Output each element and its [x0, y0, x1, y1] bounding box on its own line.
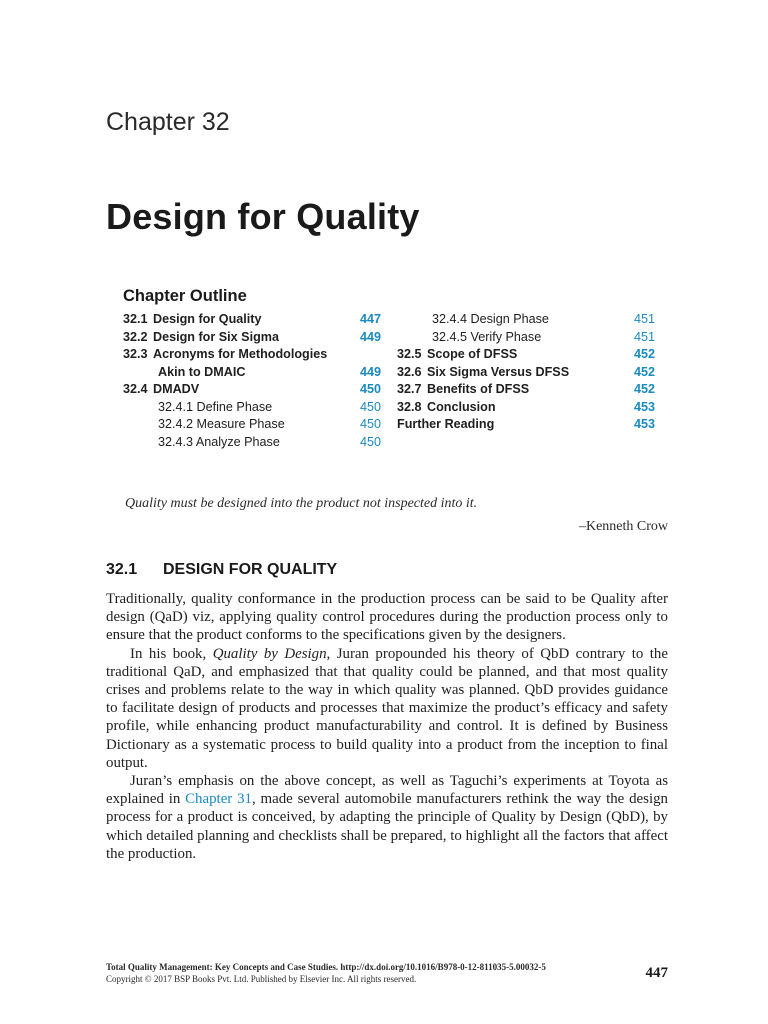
section-heading — [106, 561, 337, 579]
toc-entry-32-3[interactable] — [123, 346, 381, 364]
paragraph-3: Juran’s emphasis on the above concept, as well as Taguchi’s experiments at Toyota as explained in Chapter 31, made several automobile manufacturers rethink the way the design process for a product is conceived, by adapting the principle of Quality by Design (QbD), by which detailed planning and checklists shall be prepared, to highlight all the factors that affect the production. — [106, 773, 668, 862]
toc-number: 32.4 — [123, 382, 148, 396]
book-title: Quality by Design — [212, 645, 327, 662]
toc-page-link[interactable]: 451 — [633, 312, 655, 326]
toc-entry-32-4-2[interactable] — [123, 416, 381, 434]
toc-entry-32-6[interactable] — [397, 364, 655, 382]
toc-entry-32-4[interactable] — [123, 381, 381, 399]
paragraph-2: In his book, Quality by Design, Juran propounded his theory of QbD contrary to the traditional QaD, and emphasized that that quality could be planned, and that most quality crises and problems relate to the way in which quality was planned. QbD provides guidance to facilitate design of products and processes that maximize the product’s efficacy and safety profile, while enhancing product manufacturability and control. It is defined by Business Dictionary as a systematic process to build quality into a product from the inception to final output. — [106, 645, 668, 771]
toc-entry-32-5[interactable] — [397, 346, 655, 364]
toc-label: Benefits of DFSS — [427, 382, 530, 396]
toc-entry-32-3-continued[interactable] — [123, 364, 381, 382]
toc-label: 32.4.4 Design Phase — [432, 312, 549, 326]
toc-page-link[interactable]: 452 — [633, 364, 655, 379]
toc-page-link[interactable]: 449 — [359, 329, 381, 344]
section-number: 32.1 — [106, 561, 138, 578]
toc-number: 32.7 — [397, 382, 422, 396]
toc-label: 32.4.5 Verify Phase — [432, 329, 542, 344]
epigraph-attribution: –Kenneth Crow — [578, 519, 668, 534]
chapter-title: Design for Quality — [106, 196, 420, 237]
toc-entry-32-2[interactable] — [123, 329, 381, 347]
toc-number: 32.6 — [397, 364, 422, 379]
toc-label: Conclusion — [427, 399, 496, 414]
toc-label: Acronyms for Methodologies — [153, 347, 328, 361]
epigraph-quote: Quality must be designed into the product not inspected into it. — [125, 496, 478, 511]
outline-right-column — [397, 311, 655, 434]
toc-page-link[interactable]: 450 — [359, 417, 381, 431]
toc-number: 32.2 — [123, 329, 148, 344]
footer-copyright: Copyright © 2017 BSP Books Pvt. Ltd. Published by Elsevier Inc. All rights reserved. — [106, 974, 417, 984]
toc-page-link[interactable]: 452 — [633, 382, 655, 396]
toc-page-link[interactable]: 447 — [359, 312, 381, 326]
toc-entry-32-4-5[interactable] — [397, 329, 655, 347]
toc-label: Design for Quality — [153, 312, 262, 326]
toc-label: Further Reading — [397, 417, 495, 431]
toc-entry-32-4-3[interactable] — [123, 434, 381, 452]
toc-entry-32-8[interactable] — [397, 399, 655, 417]
section-title: DESIGN FOR QUALITY — [163, 561, 338, 578]
chapter-31-link[interactable]: Chapter 31 — [185, 791, 252, 808]
toc-label: Design for Six Sigma — [153, 329, 279, 344]
toc-page-link[interactable]: 453 — [633, 399, 655, 414]
toc-number: 32.5 — [397, 347, 422, 361]
outline-heading: Chapter Outline — [123, 287, 247, 305]
toc-number: 32.1 — [123, 312, 148, 326]
toc-number: 32.3 — [123, 347, 148, 361]
toc-page-link[interactable]: 450 — [359, 399, 381, 414]
outline-left-column — [123, 311, 381, 451]
body-text — [106, 590, 668, 863]
toc-page-link[interactable]: 449 — [359, 364, 381, 379]
toc-label: 32.4.3 Analyze Phase — [158, 434, 280, 449]
toc-label: DMADV — [153, 382, 200, 396]
toc-page-link[interactable]: 450 — [359, 382, 381, 396]
toc-entry-32-4-4[interactable] — [397, 311, 655, 329]
footer-book-doi: Total Quality Management: Key Concepts and Case Studies. http://dx.doi.org/10.1016/B978-0-12-811035-5.00032-5 — [106, 962, 546, 972]
toc-label: 32.4.1 Define Phase — [158, 399, 273, 414]
toc-page-link[interactable]: 451 — [633, 329, 655, 344]
toc-entry-32-7[interactable] — [397, 381, 655, 399]
footer-citation — [106, 961, 626, 985]
toc-page-link[interactable]: 450 — [359, 434, 381, 449]
page-number: 447 — [645, 965, 668, 981]
chapter-label: Chapter 32 — [106, 108, 230, 136]
toc-label: 32.4.2 Measure Phase — [158, 417, 285, 431]
toc-label: Akin to DMAIC — [158, 364, 246, 379]
toc-page-link[interactable]: 452 — [633, 347, 655, 361]
toc-number: 32.8 — [397, 399, 422, 414]
toc-entry-32-4-1[interactable] — [123, 399, 381, 417]
toc-label: Scope of DFSS — [427, 347, 518, 361]
toc-entry-32-1[interactable] — [123, 311, 381, 329]
toc-page-link[interactable]: 453 — [633, 417, 655, 431]
toc-entry-further-reading[interactable] — [397, 416, 655, 434]
toc-label: Six Sigma Versus DFSS — [427, 364, 570, 379]
paragraph-1: Traditionally, quality conformance in the production process can be said to be Quality after design (QaD) viz, applying quality control procedures during the production process only to ensure that the product conforms to the specifications given by the designers. — [106, 591, 668, 644]
